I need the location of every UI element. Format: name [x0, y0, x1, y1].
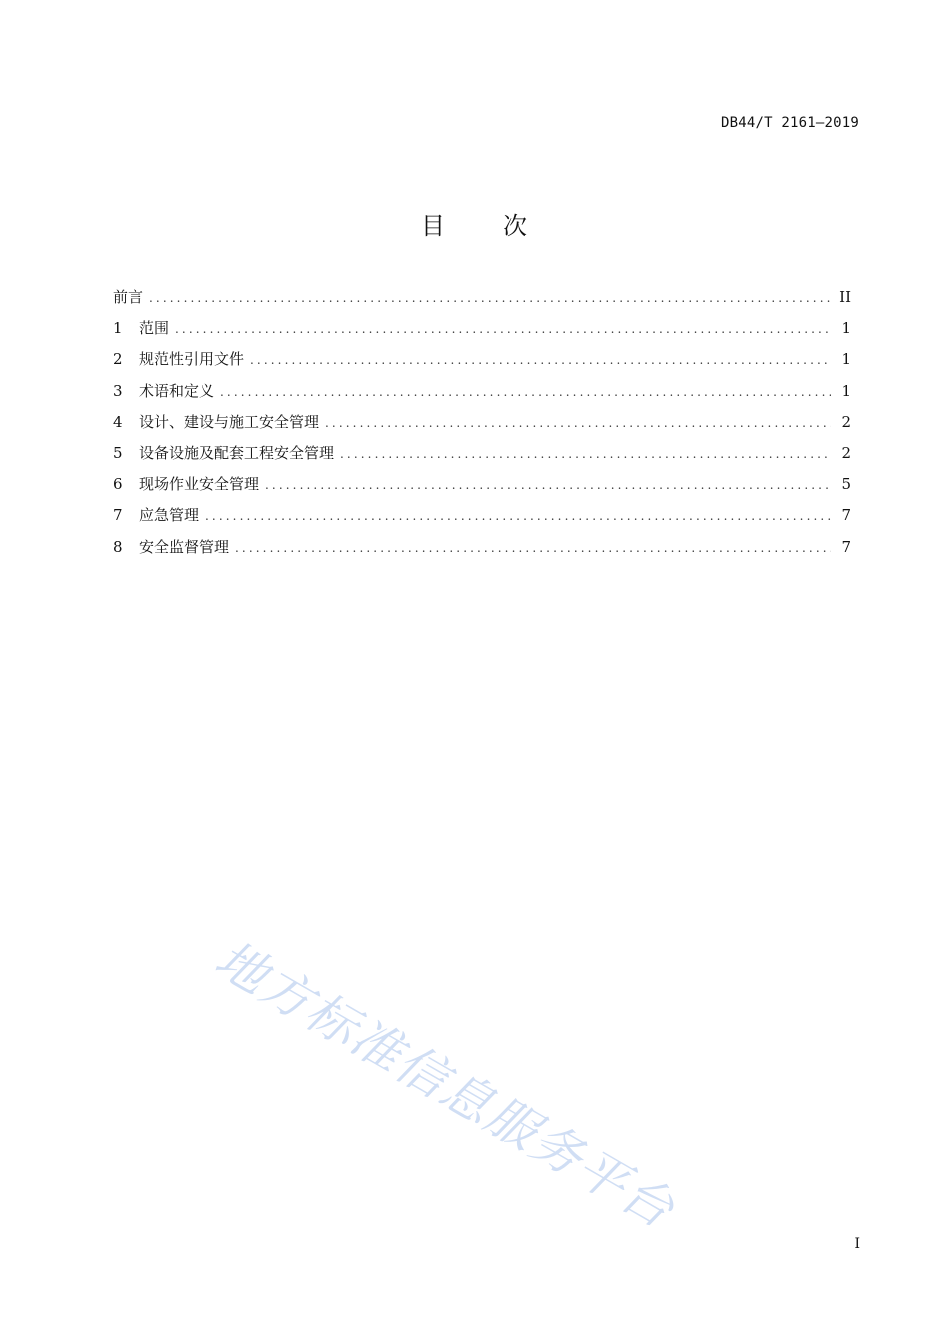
- page-title: [0, 206, 950, 241]
- toc-dot-leader: [265, 478, 831, 492]
- toc-entry-page: 7: [841, 537, 851, 556]
- toc-entry-label: 现场作业安全管理: [139, 475, 260, 494]
- toc-entry-number: 4: [113, 412, 123, 431]
- toc-entry-label: 规范性引用文件: [139, 350, 245, 369]
- toc-dot-leader: [325, 416, 831, 430]
- document-code: DB44/T 2161—2019: [720, 115, 859, 131]
- toc-entry-label: 范围: [139, 319, 170, 338]
- toc-entry-label: 前言: [113, 288, 144, 306]
- toc-entry-page: 1: [841, 381, 851, 400]
- toc-entry-2[interactable]: [113, 348, 851, 379]
- toc-entry-3[interactable]: [113, 380, 851, 411]
- toc-dot-leader: [220, 385, 831, 399]
- page-number: I: [854, 1236, 860, 1252]
- toc-entry-page: 2: [841, 443, 851, 462]
- toc-dot-leader: [149, 291, 831, 305]
- toc-dot-leader: [340, 447, 831, 461]
- toc-entry-number: 8: [113, 537, 123, 556]
- toc-entry-1[interactable]: [113, 317, 851, 348]
- toc-dot-leader: [175, 322, 831, 336]
- toc-entry-page: 5: [841, 475, 851, 494]
- toc-entry-label: 术语和定义: [139, 381, 215, 400]
- toc-entry-7[interactable]: [113, 504, 851, 535]
- toc-entry-label: 应急管理: [139, 506, 200, 525]
- toc-dot-leader: [205, 509, 831, 523]
- toc-entry-label: 安全监督管理: [139, 537, 230, 556]
- page-title-char-2: 次: [503, 212, 529, 240]
- toc-dot-leader: [235, 541, 831, 555]
- toc-entry-page: II: [839, 288, 851, 306]
- watermark: 地方标准信息服务平台: [205, 929, 685, 1240]
- toc-entry-number: 2: [113, 350, 123, 369]
- toc-entry-number: 6: [113, 475, 123, 494]
- toc-entry-number: 1: [113, 319, 123, 338]
- toc-entry-number: 3: [113, 381, 123, 400]
- toc-entry-label: 设备设施及配套工程安全管理: [139, 443, 335, 462]
- toc-entry-page: 1: [841, 350, 851, 369]
- toc-entry-6[interactable]: [113, 473, 851, 504]
- toc-entry-page: 2: [841, 412, 851, 431]
- toc-entry-foreword[interactable]: [113, 286, 851, 317]
- toc-dot-leader: [250, 353, 831, 367]
- toc-entry-page: 1: [841, 319, 851, 338]
- toc-entry-number: 7: [113, 506, 123, 525]
- toc-entry-number: 5: [113, 443, 123, 462]
- page-title-char-1: 目: [421, 212, 447, 240]
- toc-entry-8[interactable]: [113, 536, 851, 567]
- toc-entry-page: 7: [841, 506, 851, 525]
- toc-entry-5[interactable]: [113, 442, 851, 473]
- table-of-contents: [113, 286, 851, 567]
- toc-entry-4[interactable]: [113, 411, 851, 442]
- toc-entry-label: 设计、建设与施工安全管理: [139, 412, 320, 431]
